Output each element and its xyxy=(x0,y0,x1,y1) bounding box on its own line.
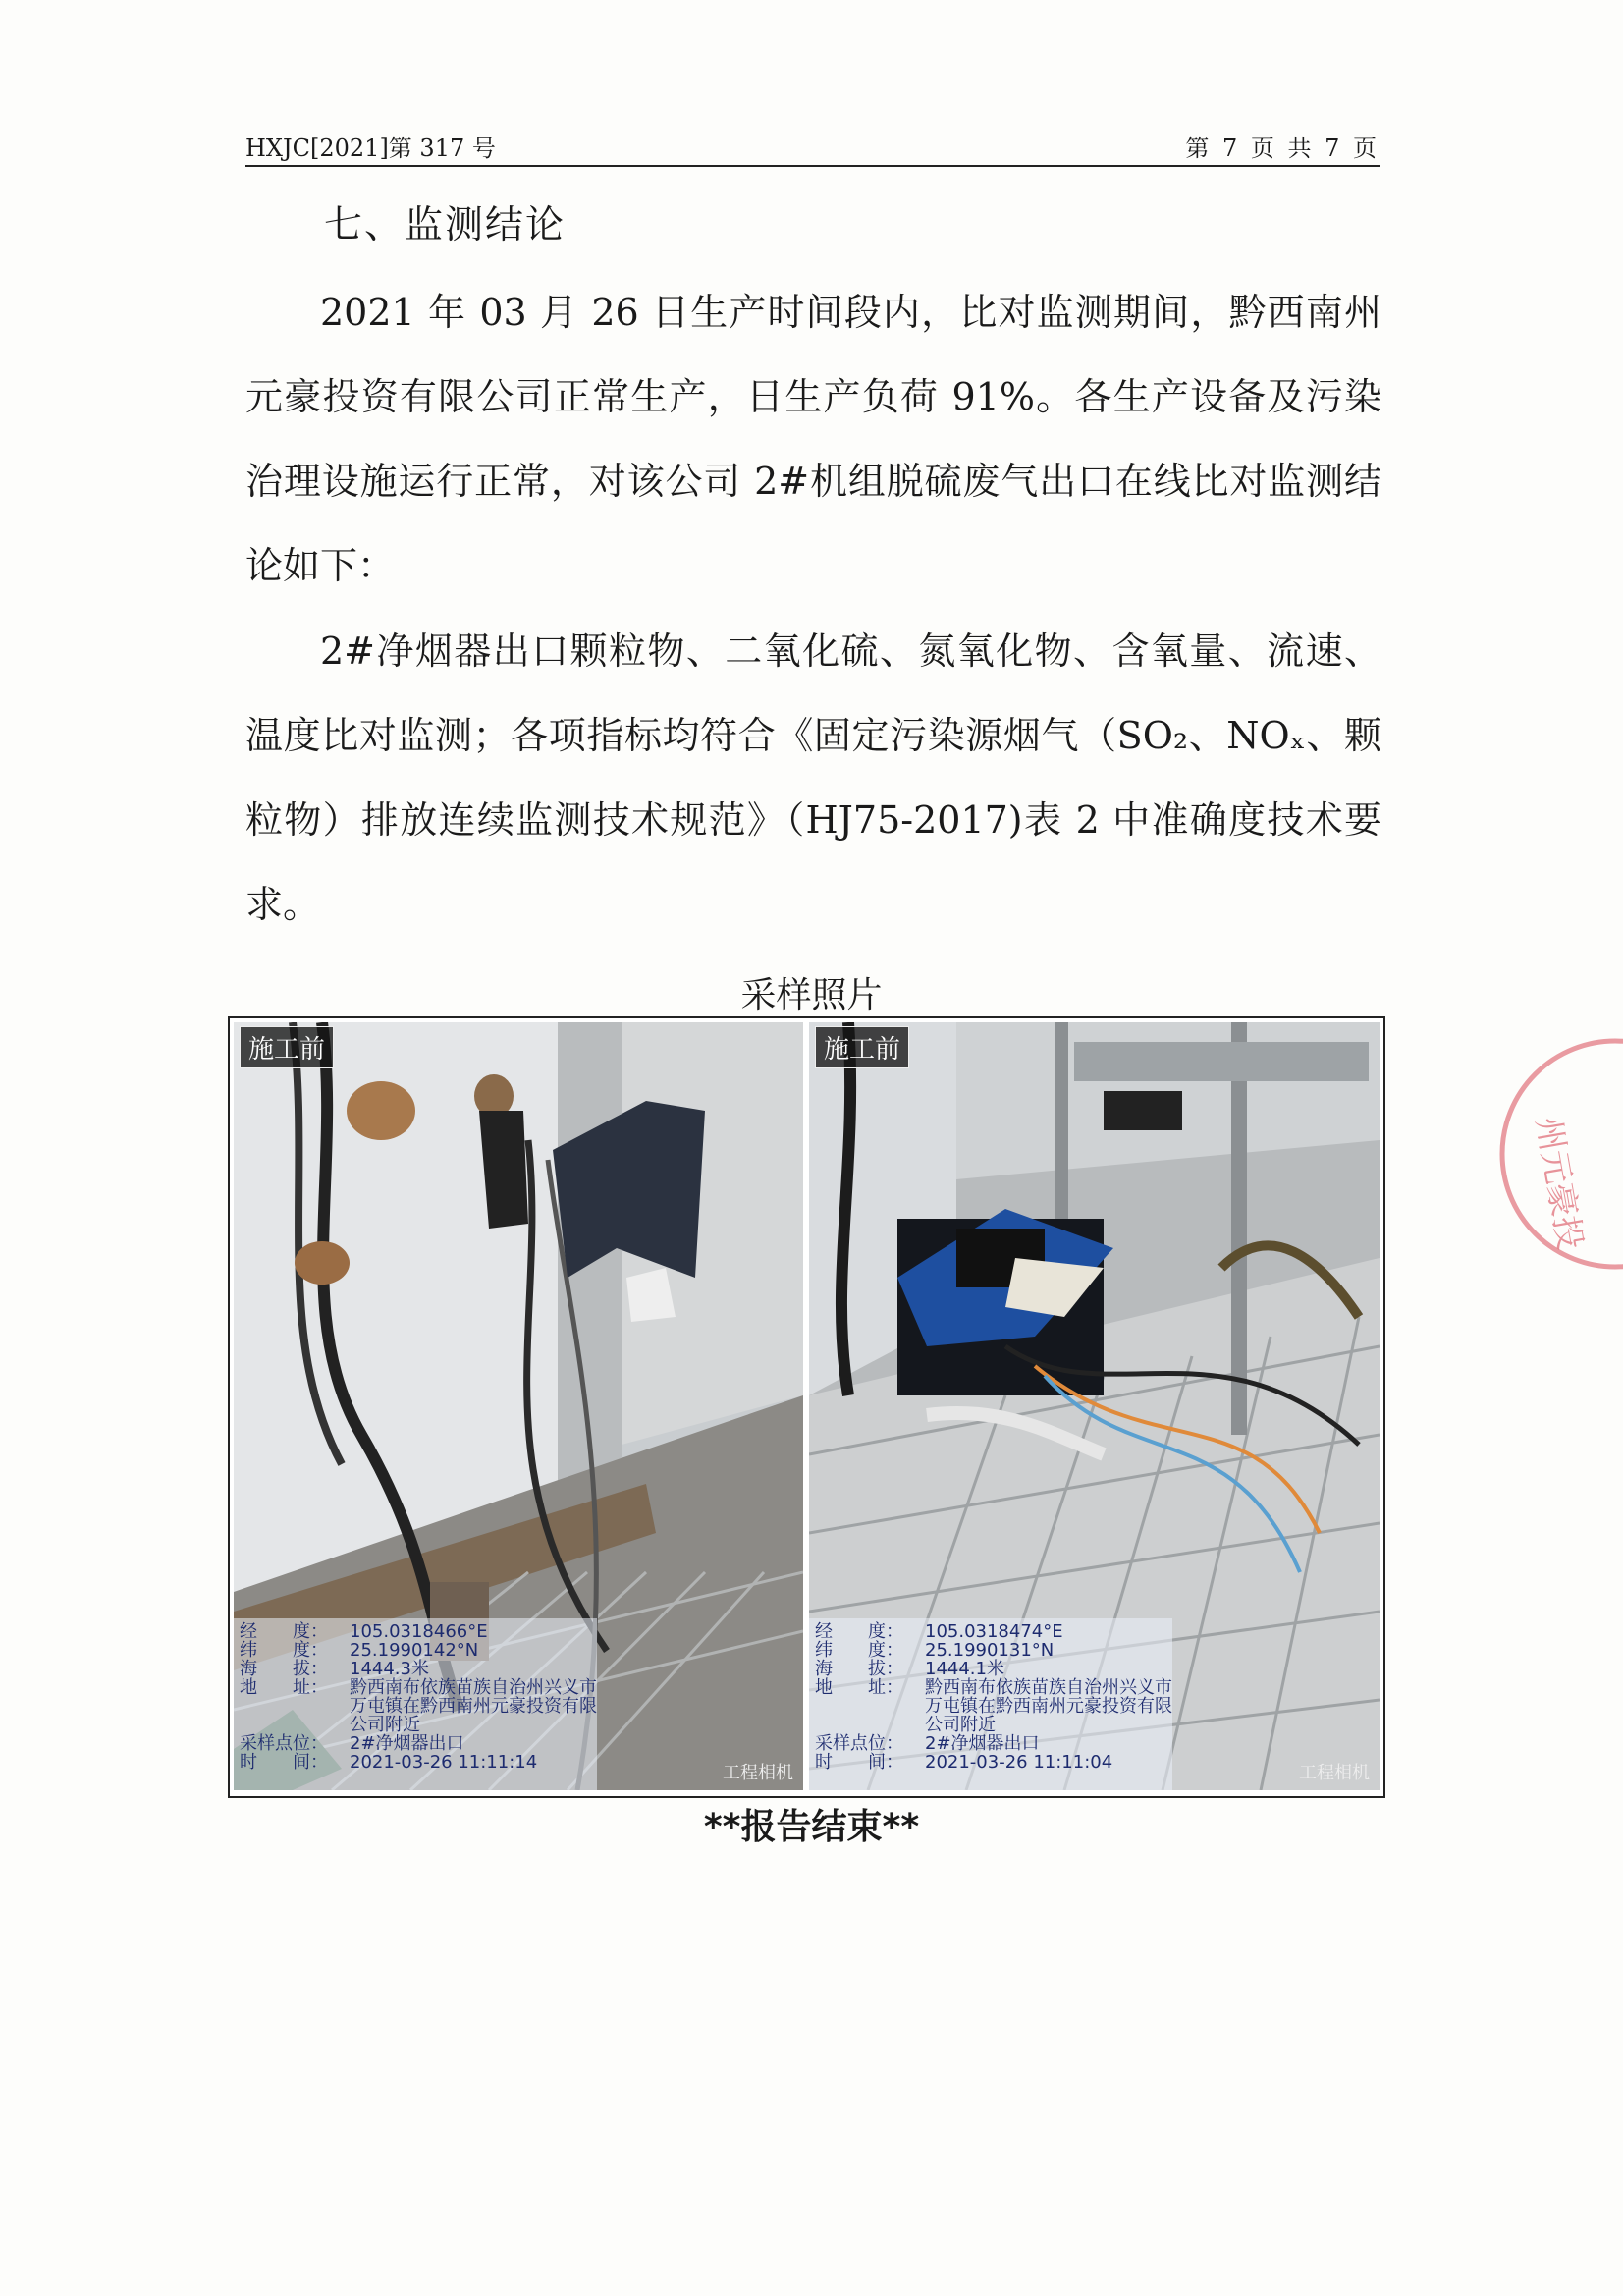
sampling-photo-right xyxy=(809,1022,1380,1790)
sampling-point-value: 2#净烟器出口 xyxy=(350,1733,464,1754)
time-label: 时 间： xyxy=(240,1752,328,1773)
longitude-label: 经 度： xyxy=(815,1621,903,1642)
altitude-value: 1444.3米 xyxy=(350,1659,429,1679)
conclusion-paragraph-1: 2021 年 03 月 26 日生产时间段内，比对监测期间，黔西南州元豪投资有限公司正常生产，日生产负荷 91%。各生产设备及污染治理设施运行正常，对该公司 2#机组脱硫废气出口在线比对监测结论如下： xyxy=(245,291,1381,587)
address-value: 黔西南布依族苗族自治州兴义市万屯镇在黔西南州元豪投资有限公司附近 xyxy=(350,1677,597,1735)
photos-title: 采样照片 xyxy=(740,975,883,1015)
svg-text:州元豪投: 州元豪投 xyxy=(1528,1114,1591,1253)
sampling-point-label: 采样点位： xyxy=(815,1733,903,1754)
photo-tag: 施工前 xyxy=(815,1026,909,1068)
longitude-label: 经 度： xyxy=(240,1621,328,1642)
page-header xyxy=(245,132,1380,167)
company-seal-partial xyxy=(1478,1031,1623,1286)
seal-image xyxy=(1478,1031,1623,1286)
time-value: 2021-03-26 11:11:14 xyxy=(350,1752,538,1773)
latitude-label: 纬 度： xyxy=(240,1640,328,1661)
altitude-value: 1444.1米 xyxy=(925,1659,1004,1679)
conclusion-paragraph-2: 2#净烟器出口颗粒物、二氧化硫、氮氧化物、含氧量、流速、温度比对监测；各项指标均符合《固定污染源烟气（SO₂、NOₓ、颗粒物）排放连续监测技术规范》（HJ75-2017)表 2 中准确度技术要求。 xyxy=(245,629,1381,926)
latitude-value: 25.1990142°N xyxy=(350,1640,479,1661)
sampling-photo-left xyxy=(234,1022,803,1790)
section-title: 七、监测结论 xyxy=(324,203,567,247)
address-value: 黔西南布依族苗族自治州兴义市万屯镇在黔西南州元豪投资有限公司附近 xyxy=(925,1677,1172,1735)
camera-watermark: 工程相机 xyxy=(1299,1763,1370,1783)
sampling-point-value: 2#净烟器出口 xyxy=(925,1733,1040,1754)
photo-watermark xyxy=(809,1618,1172,1790)
page-indicator: 第 7 页 共 7 页 xyxy=(1185,135,1380,162)
photo-frame xyxy=(228,1016,1385,1798)
latitude-label: 纬 度： xyxy=(815,1640,903,1661)
longitude-value: 105.0318466°E xyxy=(350,1621,488,1642)
time-value: 2021-03-26 11:11:04 xyxy=(925,1752,1113,1773)
altitude-label: 海 拔： xyxy=(240,1659,328,1679)
sampling-point-label: 采样点位： xyxy=(240,1733,328,1754)
report-end-marker: **报告结束** xyxy=(703,1807,920,1847)
address-label: 地 址： xyxy=(240,1677,328,1698)
camera-watermark: 工程相机 xyxy=(723,1763,793,1783)
document-number: HXJC[2021]第 317 号 xyxy=(245,135,496,162)
address-label: 地 址： xyxy=(815,1677,903,1698)
altitude-label: 海 拔： xyxy=(815,1659,903,1679)
longitude-value: 105.0318474°E xyxy=(925,1621,1063,1642)
time-label: 时 间： xyxy=(815,1752,903,1773)
latitude-value: 25.1990131°N xyxy=(925,1640,1055,1661)
photo-watermark xyxy=(234,1618,597,1790)
photo-tag: 施工前 xyxy=(240,1026,334,1068)
